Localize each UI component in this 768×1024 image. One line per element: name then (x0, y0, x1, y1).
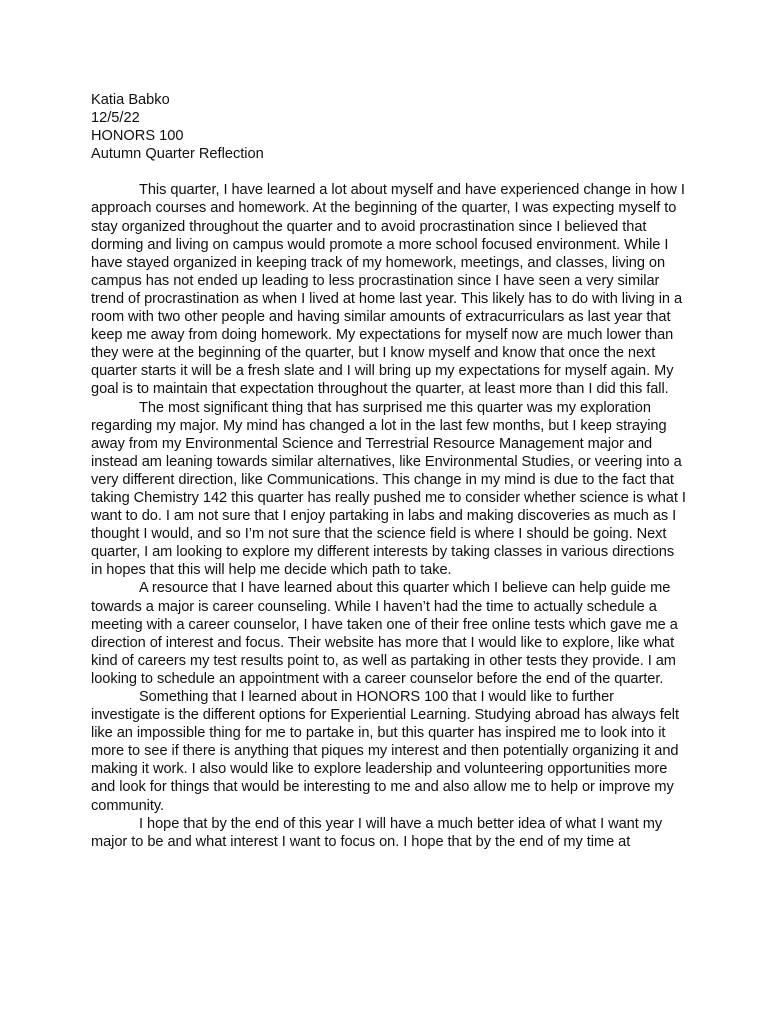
author-name: Katia Babko (91, 92, 170, 108)
paragraph-4: Something that I learned about in HONORS 100 that I would like to further investigate is the different options for Experiential Learning. Studying abroad has always felt like an impossible thing for me to partake in, but this quarter has inspired me to look into it more to see if there is anything that piques my interest and then potentially organizing it and making it work. I also would like to explore leadership and volunteering opportunities more and look for things that would be interesting to me and also allow me to help or improve my community. (91, 689, 680, 814)
header-spacer (91, 163, 687, 181)
paragraph-5: I hope that by the end of this year I will have a much better idea of what I want my major to be and what interest I want to focus on. I hope that by the end of my time at (91, 815, 663, 850)
paragraph-1: This quarter, I have learned a lot about myself and have experienced change in how I approach courses and homework. At the beginning of the quarter, I was expecting myself to stay organized throughout the quarter and to avoid procrastination since I believed that dorming and living on campus would promote a more school focused environment. While I have stayed organized in keeping track of my homework, meetings, and classes, living on campus has not ended up leading to less procrastination since I have seen a very similar trend of procrastination as when I lived at home last year. This likely has to do with living in a room with two other people and having similar amounts of extracurriculars as last year that keep me away from doing homework. My expectations for myself now are much lower than they were at the beginning of the quarter, but I know myself and know that once the next quarter starts it will be a fresh slate and I will bring up my expectations for myself again. My goal is to maintain that expectation throughout the quarter, at least more than I did this fall. (91, 182, 685, 398)
paragraph-3: A resource that I have learned about this quarter which I believe can help guide me towards a major is career counseling. While I haven’t had the time to actually schedule a meeting with a career counselor, I have taken one of their free online tests which gave me a direction of interest and focus. Their website has more that I would like to explore, like what kind of careers my test results point to, as well as partaking in other tests they provide. I am looking to schedule an appointment with a career counselor before the end of the quarter. (91, 580, 678, 687)
paragraph-2: The most significant thing that has surprised me this quarter was my exploration regarding my major. My mind has changed a lot in the last few months, but I keep straying away from my Environmental Science and Terrestrial Resource Management major and instead am leaning towards similar alternatives, like Environmental Studies, or veering into a very different direction, like Communications. This change in my mind is due to the fact that taking Chemistry 142 this quarter has really pushed me to consider whether science is what I want to do. I am not sure that I enjoy partaking in labs and making discoveries as much as I thought I would, and so I’m not sure that the science field is where I should be going. Next quarter, I am looking to explore my different interests by taking classes in various directions in hopes that this will help me decide which path to take. (91, 399, 686, 579)
document-title: Autumn Quarter Reflection (91, 146, 264, 163)
document-date: 12/5/22 (91, 110, 140, 127)
course-name: HONORS 100 (91, 128, 184, 145)
document-body (91, 91, 687, 851)
